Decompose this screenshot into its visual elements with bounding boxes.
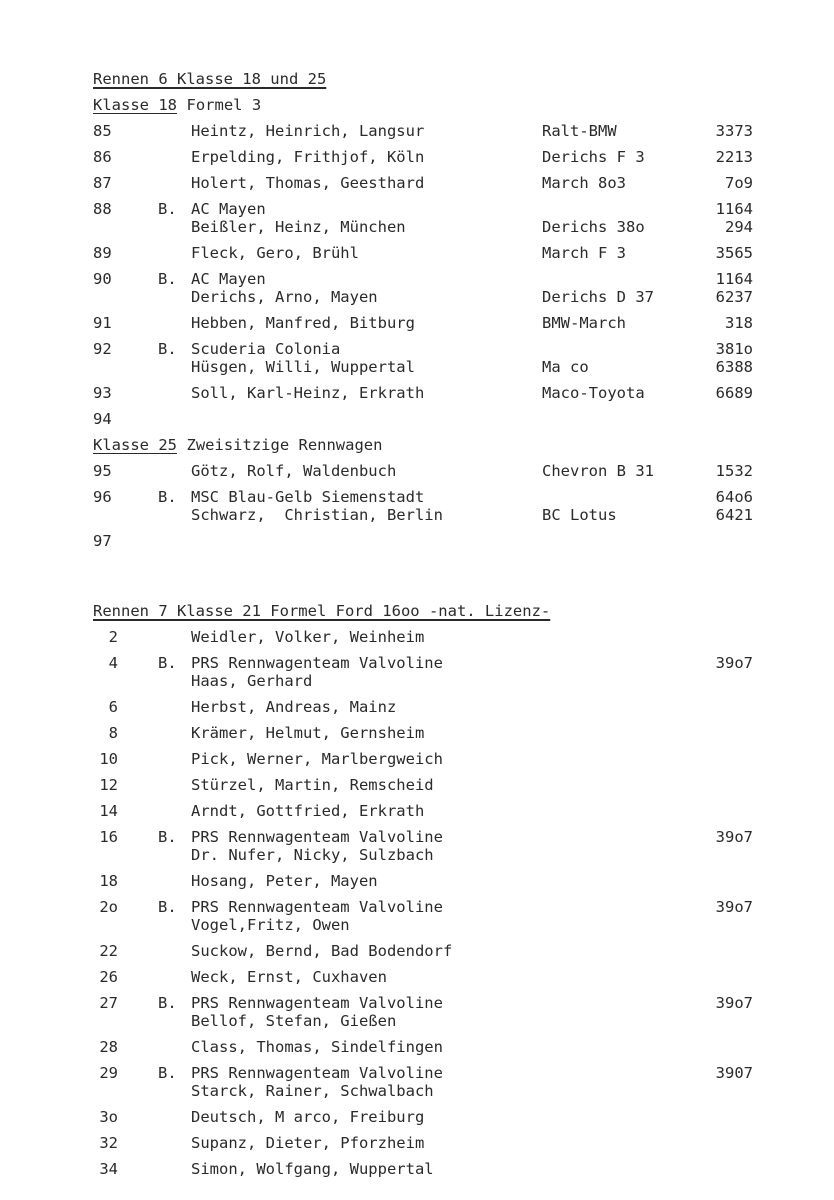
start-number: 18: [99, 872, 118, 890]
team-license: 39o7: [715, 994, 753, 1012]
team-license: 381o: [715, 340, 753, 358]
start-number: 97: [93, 532, 112, 550]
driver-name: Schwarz, Christian, Berlin: [191, 506, 443, 524]
driver-license: 6388: [715, 358, 753, 376]
driver-name: Derichs, Arno, Mayen: [191, 288, 378, 306]
start-number: 86: [93, 148, 112, 166]
driver-license: 7o9: [725, 174, 753, 192]
section-heading: Rennen 7 Klasse 21 Formel Ford 16oo -nat. Lizenz-: [93, 602, 551, 620]
section-heading: Rennen 6 Klasse 18 und 25: [93, 70, 327, 88]
class-title: Zweisitzige Rennwagen: [186, 436, 383, 454]
driver-name: Suckow, Bernd, Bad Bodendorf: [191, 942, 453, 960]
start-number: 2o: [99, 898, 118, 916]
driver-name: Heintz, Heinrich, Langsur: [191, 122, 425, 140]
car-make: BC Lotus: [542, 506, 617, 524]
start-number: 2: [108, 628, 118, 646]
driver-license: 1532: [715, 462, 753, 480]
driver-name: Bellof, Stefan, Gießen: [191, 1012, 397, 1030]
driver-name: Herbst, Andreas, Mainz: [191, 698, 397, 716]
start-number: 90: [93, 270, 112, 288]
driver-name: Class, Thomas, Sindelfingen: [191, 1038, 443, 1056]
start-number: 32: [99, 1134, 118, 1152]
entrant-team: PRS Rennwagenteam Valvoline: [191, 828, 443, 846]
entrant-marker: B.: [158, 994, 177, 1012]
entrant-team: MSC Blau-Gelb Siemenstadt: [191, 488, 425, 506]
car-make: Ma co: [542, 358, 589, 376]
start-number: 26: [99, 968, 118, 986]
driver-name: Holert, Thomas, Geesthard: [191, 174, 425, 192]
driver-name: Fleck, Gero, Brühl: [191, 244, 359, 262]
driver-name: Götz, Rolf, Waldenbuch: [191, 462, 397, 480]
driver-license: 6237: [715, 288, 753, 306]
entrant-team: PRS Rennwagenteam Valvoline: [191, 898, 443, 916]
driver-license: 3373: [715, 122, 753, 140]
driver-license: 6421: [715, 506, 753, 524]
start-number: 10: [99, 750, 118, 768]
start-number: 87: [93, 174, 112, 192]
driver-name: Hüsgen, Willi, Wuppertal: [191, 358, 415, 376]
start-number: 34: [99, 1160, 118, 1178]
entrant-marker: B.: [158, 488, 177, 506]
driver-name: Weck, Ernst, Cuxhaven: [191, 968, 387, 986]
driver-license: 6689: [715, 384, 753, 402]
class-label: Klasse 18: [93, 96, 177, 114]
car-make: March 8o3: [542, 174, 626, 192]
driver-name: Hosang, Peter, Mayen: [191, 872, 378, 890]
car-make: March F 3: [542, 244, 626, 262]
driver-name: Dr. Nufer, Nicky, Sulzbach: [191, 846, 434, 864]
team-license: 64o6: [715, 488, 753, 506]
start-number: 6: [108, 698, 118, 716]
car-make: BMW-March: [542, 314, 626, 332]
team-license: 39o7: [715, 828, 753, 846]
team-license: 39o7: [715, 654, 753, 672]
driver-license: 318: [725, 314, 753, 332]
driver-name: Vogel,Fritz, Owen: [191, 916, 350, 934]
start-number: 14: [99, 802, 118, 820]
entrant-marker: B.: [158, 270, 177, 288]
driver-name: Soll, Karl-Heinz, Erkrath: [191, 384, 425, 402]
driver-name: Arndt, Gottfried, Erkrath: [191, 802, 425, 820]
entrant-team: AC Mayen: [191, 200, 266, 218]
start-number: 29: [99, 1064, 118, 1082]
driver-name: Weidler, Volker, Weinheim: [191, 628, 425, 646]
start-number: 3o: [99, 1108, 118, 1126]
entrant-team: PRS Rennwagenteam Valvoline: [191, 1064, 443, 1082]
start-number: 16: [99, 828, 118, 846]
driver-name: Pick, Werner, Marlbergweich: [191, 750, 443, 768]
driver-name: Hebben, Manfred, Bitburg: [191, 314, 415, 332]
entrant-marker: B.: [158, 200, 177, 218]
start-number: 88: [93, 200, 112, 218]
start-number: 12: [99, 776, 118, 794]
car-make: Derichs F 3: [542, 148, 645, 166]
team-license: 39o7: [715, 898, 753, 916]
start-number: 22: [99, 942, 118, 960]
entrant-marker: B.: [158, 828, 177, 846]
driver-license: 294: [725, 218, 753, 236]
entrant-team: AC Mayen: [191, 270, 266, 288]
start-number: 4: [108, 654, 118, 672]
driver-name: Stürzel, Martin, Remscheid: [191, 776, 434, 794]
car-make: Ralt-BMW: [542, 122, 617, 140]
entrant-team: PRS Rennwagenteam Valvoline: [191, 994, 443, 1012]
start-number: 93: [93, 384, 112, 402]
driver-name: Beißler, Heinz, München: [191, 218, 406, 236]
driver-name: Erpelding, Frithjof, Köln: [191, 148, 425, 166]
entrant-marker: B.: [158, 340, 177, 358]
team-license: 1164: [715, 200, 753, 218]
entrant-marker: B.: [158, 654, 177, 672]
entrant-marker: B.: [158, 898, 177, 916]
team-license: 1164: [715, 270, 753, 288]
driver-license: 2213: [715, 148, 753, 166]
entrant-team: Scuderia Colonia: [191, 340, 341, 358]
start-number: 27: [99, 994, 118, 1012]
start-number: 95: [93, 462, 112, 480]
driver-name: Supanz, Dieter, Pforzheim: [191, 1134, 425, 1152]
start-number: 91: [93, 314, 112, 332]
car-make: Derichs 38o: [542, 218, 645, 236]
class-label: Klasse 25: [93, 436, 177, 454]
start-number: 8: [108, 724, 118, 742]
driver-license: 3565: [715, 244, 753, 262]
start-number: 92: [93, 340, 112, 358]
start-number: 94: [93, 410, 112, 428]
entrant-team: PRS Rennwagenteam Valvoline: [191, 654, 443, 672]
car-make: Chevron B 31: [542, 462, 654, 480]
driver-name: Krämer, Helmut, Gernsheim: [191, 724, 425, 742]
driver-name: Deutsch, M arco, Freiburg: [191, 1108, 425, 1126]
car-make: Derichs D 37: [542, 288, 654, 306]
start-number: 85: [93, 122, 112, 140]
driver-name: Starck, Rainer, Schwalbach: [191, 1082, 434, 1100]
start-number: 28: [99, 1038, 118, 1056]
start-number: 96: [93, 488, 112, 506]
car-make: Maco-Toyota: [542, 384, 645, 402]
class-title: Formel 3: [186, 96, 262, 114]
driver-name: Haas, Gerhard: [191, 672, 313, 690]
team-license: 3907: [715, 1064, 753, 1082]
driver-name: Simon, Wolfgang, Wuppertal: [191, 1160, 434, 1178]
start-number: 89: [93, 244, 112, 262]
entrant-marker: B.: [158, 1064, 177, 1082]
